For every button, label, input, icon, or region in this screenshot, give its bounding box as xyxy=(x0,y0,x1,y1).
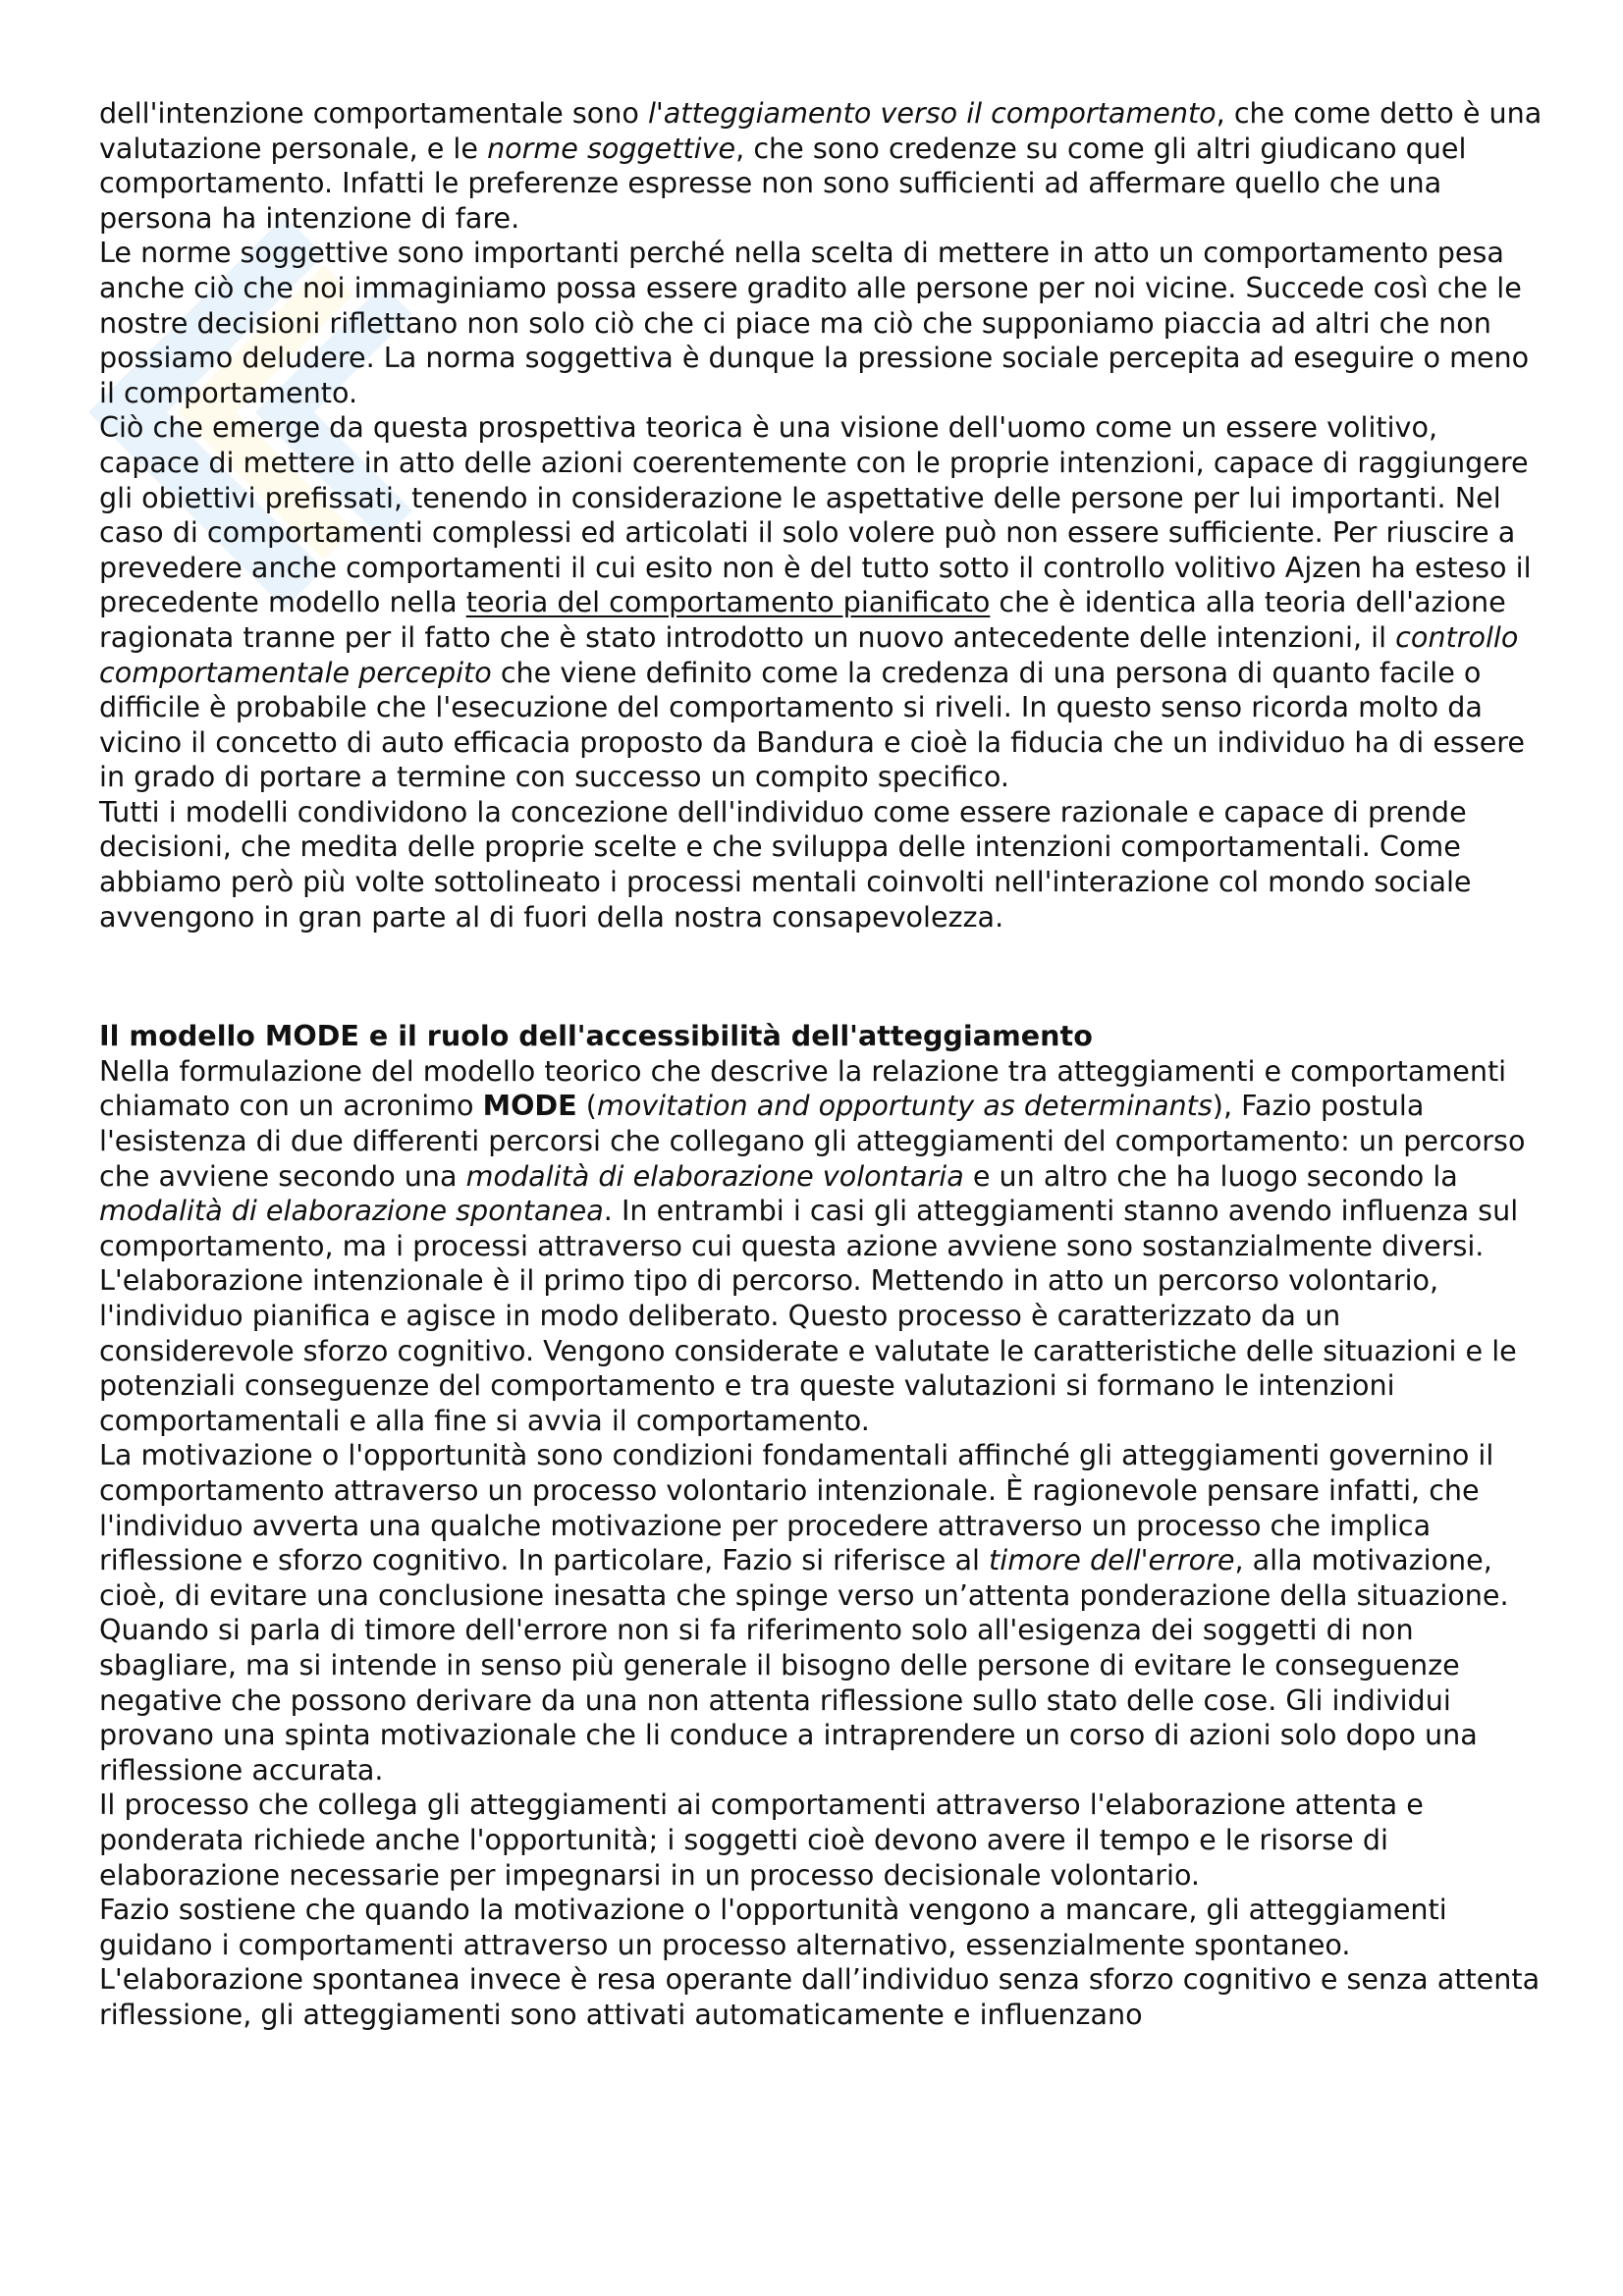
emphasis-text: controllo comportamentale percepito xyxy=(99,619,1519,689)
paragraph xyxy=(99,1788,1542,1893)
text-run: Fazio sostiene che quando la motivazione o l'opportunità vengono a mancare, gli atteggiamenti guidano i comportamenti attraverso un processo alternativo, essenzialmente spontaneo. xyxy=(99,1893,1447,1961)
text-run: Il processo che collega gli atteggiamenti ai comportamenti attraverso l'elaborazione attenta e ponderata richiede anche l'opportunità; i soggetti cioè devono avere il tempo e le risorse di elaborazione necessarie per impegnarsi in un processo decisionale volontario. xyxy=(99,1788,1424,1892)
document-body xyxy=(99,96,1542,2032)
text-run: , che sono credenze su come gli altri giudicano quel comportamento. Infatti le preferenze espresse non sono sufficienti ad affermare quello che una persona ha intenzione di fare. xyxy=(99,131,1467,235)
text-run: Tutti i modelli condividono la concezione dell'individuo come essere razionale e capace di prende decisioni, che medita delle proprie scelte e che sviluppa delle intenzioni comportamentali. Come abbiamo però più volte sottolineato i processi mentali coinvolti nell'interazione col mondo sociale avvengono in gran parte al di fuori della nostra consapevolezza. xyxy=(99,794,1472,934)
bold-text: MODE xyxy=(482,1089,577,1123)
text-run: dell'intenzione comportamentale sono xyxy=(99,96,648,130)
paragraph xyxy=(99,410,1542,795)
paragraph xyxy=(99,96,1542,236)
text-run: che è identica alla teoria dell'azione ragionata tranne per il fatto che è stato introdotto un nuovo antecedente delle intenzioni, il xyxy=(99,585,1506,654)
paragraph xyxy=(99,1893,1542,1962)
text-run: Le norme soggettive sono importanti perché nella scelta di mettere in atto un comportamento pesa anche ciò che noi immaginiamo possa essere gradito alle persone per noi vicine. Succede così che le nostre decisioni riflettano non solo ciò che ci piace ma ciò che supponiamo piaccia ad altri che non possiamo deludere. La norma soggettiva è dunque la pressione sociale percepita ad eseguire o meno il comportamento. xyxy=(99,236,1530,409)
emphasis-text: norme soggettive xyxy=(487,131,736,165)
text-run: che viene definito come la credenza di una persona di quanto facile o difficile è probabile che l'esecuzione del comportamento si riveli. In questo senso ricorda molto da vicino il concetto di auto efficacia proposto da Bandura e cioè la fiducia che un individuo ha di essere in grado di portare a termine con successo un compito specifico. xyxy=(99,655,1526,794)
text-run: ), Fazio postula l'esistenza di due differenti percorsi che collegano gli atteggiamenti del comportamento: un percorso che avviene secondo una xyxy=(99,1089,1526,1193)
text-run: Ciò che emerge da questa prospettiva teorica è una visione dell'uomo come un essere volitivo, capace di mettere in atto delle azioni coerentemente con le proprie intenzioni, capace di raggiungere gli obiettivi prefissati, tenendo in considerazione le aspettative delle persone per lui importanti. Nel caso di comportamenti complessi ed articolati il solo volere può non essere sufficiente. Per riuscire a prevedere anche comportamenti il cui esito non è del tutto sotto il controllo volitivo Ajzen ha esteso il precedente modello nella xyxy=(99,410,1532,619)
section-theory-planned-behaviour xyxy=(99,96,1542,934)
section-spacer xyxy=(99,934,1542,1019)
paragraph xyxy=(99,1962,1542,2032)
text-run: . In entrambi i casi gli atteggiamenti stanno avendo influenza sul comportamento, ma i processi attraverso cui questa azione avviene sono sostanzialmente diversi. xyxy=(99,1194,1519,1262)
text-run: L'elaborazione spontanea invece è resa operante dall’individuo senza sforzo cognitivo e senza attenta riflessione, gli atteggiamenti sono attivati automaticamente e influenzano xyxy=(99,1962,1541,2031)
paragraph xyxy=(99,1263,1542,1438)
text-run: e un altro che ha luogo secondo la xyxy=(963,1158,1458,1193)
text-run: , alla motivazione, cioè, di evitare una conclusione inesatta che spinge verso un’attenta ponderazione della situazione. xyxy=(99,1543,1509,1612)
text-run: L'elaborazione intenzionale è il primo tipo di percorso. Mettendo in atto un percorso volontario, l'individuo pianifica e agisce in modo deliberato. Questo processo è caratterizzato da un considerevole sforzo cognitivo. Vengono considerate e valutate le caratteristiche delle situazioni e le potenziali conseguenze del comportamento e tra queste valutazioni si formano le intenzioni comportamentali e alla fine si avvia il comportamento. xyxy=(99,1263,1517,1437)
section-mode-model xyxy=(99,1019,1542,2032)
text-run: , che come detto è una valutazione personale, e le xyxy=(99,96,1542,165)
paragraph xyxy=(99,1613,1542,1788)
text-run: La motivazione o l'opportunità sono condizioni fondamentali affinché gli atteggiamenti governino il comportamento attraverso un processo volontario intenzionale. È ragionevole pensare infatti, che l'individuo avverta una qualche motivazione per procedere attraverso un processo che implica riflessione e sforzo cognitivo. In particolare, Fazio si riferisce al xyxy=(99,1438,1494,1577)
section-heading: Il modello MODE e il ruolo dell'accessibilità dell'atteggiamento xyxy=(99,1019,1093,1053)
paragraph xyxy=(99,1438,1542,1613)
emphasis-text: timore dell'errore xyxy=(989,1543,1235,1577)
paragraph xyxy=(99,1054,1542,1264)
emphasis-text: modalità di elaborazione spontanea xyxy=(99,1194,604,1228)
text-run: Quando si parla di timore dell'errore non si fa riferimento solo all'esigenza dei soggetti di non sbagliare, ma si intende in senso più generale il bisogno delle persone di evitare le conseguenze negative che possono derivare da una non attenta riflessione sullo stato delle cose. Gli individui provano una spinta motivazionale che li conduce a intraprendere un corso di azioni solo dopo una riflessione accurata. xyxy=(99,1613,1478,1787)
paragraph xyxy=(99,795,1542,934)
emphasis-text: movitation and opportunty as determinants xyxy=(596,1089,1213,1123)
text-run: Nella formulazione del modello teorico che descrive la relazione tra atteggiamenti e comportamenti chiamato con un acronimo xyxy=(99,1053,1507,1123)
emphasis-text: modalità di elaborazione volontaria xyxy=(465,1158,964,1193)
underlined-text: teoria del comportamento pianificato xyxy=(465,585,991,619)
text-run: ( xyxy=(576,1089,597,1123)
emphasis-text: l'atteggiamento verso il comportamento xyxy=(647,96,1217,130)
paragraph xyxy=(99,236,1542,410)
